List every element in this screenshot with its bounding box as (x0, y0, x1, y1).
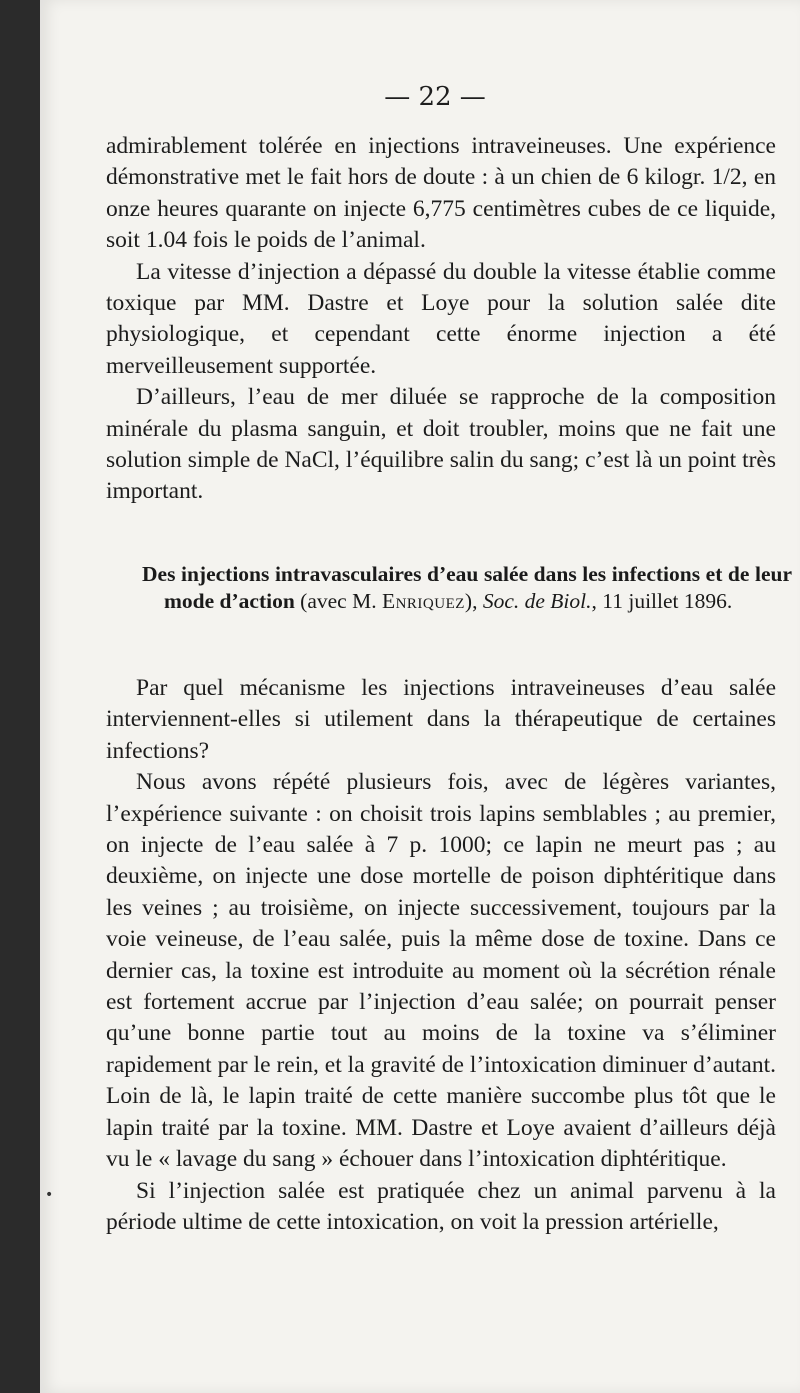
section-heading (142, 561, 792, 615)
paragraph-experiment: Nous avons répété plusieurs fois, avec de légères variantes, l’expérience suivante : on choisit trois lapins semblables ; au premier, on injecte de l’eau salée à 7 p. 1000; ce lapin ne meurt pas ; au deuxième, on injecte une dose mortelle de poison diphtéritique dans les veines ; au troisième, on injecte successivement, toujours par la voie veineuse, de l’eau salée, puis la même dose de toxine. Dans ce dernier cas, la toxine est introduite au moment où la sécrétion rénale est fortement accrue par l’injection d’eau salée; on pourrait penser qu’une bonne partie tout au moins de la toxine va s’éliminer rapidement par le rein, et la gravité de l’intoxication diminuer d’autant. Loin de là, le lapin traité de cette manière succombe plus tôt que le lapin traité par la toxine. MM. Dastre et Loye avaient d’ailleurs déjà vu le « lavage du sang » échouer dans l’intoxication diphtéritique. (106, 769, 776, 1173)
paragraph-sea-water: D’ailleurs, l’eau de mer diluée se rapproche de la composition minérale du plasma sanguin, et doit troubler, moins que ne fait une solution simple de NaCl, l’équilibre salin du sang; c’est là un point très important. (106, 384, 776, 505)
book-page (40, 0, 800, 1393)
section-paren-close: ), (464, 589, 483, 613)
section-heading-text (142, 561, 792, 615)
text-block-bottom (106, 673, 776, 1238)
paragraph-injection-speed: La vitesse d’injection a dépassé du double la vitesse établie comme toxique par MM. Dastre et Loye pour la solution salée dite physiologique, et cependant cette énorme injection a été merveilleusement supportée. (106, 258, 776, 379)
section-paren-open: (avec M. (294, 589, 382, 613)
paragraph-continuation: admirablement tolérée en injections intraveineuses. Une expérience démonstrative met le fait hors de doute : à un chien de 6 kilogr. 1/2, en onze heures quarante on injecte 6,775 centimètres cubes de ce liquide, soit 1.04 fois le poids de l’animal. (106, 133, 776, 254)
text-block-top (106, 131, 776, 508)
section-date: , 11 juillet 1896. (591, 589, 733, 613)
section-title: Des injections intravasculaires d’eau salée dans les infections et de leur mode d’action (142, 562, 792, 613)
margin-dot-mark: • (45, 1187, 54, 1203)
section-journal: Soc. de Biol. (482, 589, 592, 613)
section-coauthor: Enriquez (381, 589, 465, 613)
page-number: — 22 — (384, 82, 486, 112)
paragraph-mechanism: Par quel mécanisme les injections intraveineuses d’eau salée interviennent-elles si utilement dans la thérapeutique de certaines infections? (106, 675, 776, 764)
paragraph-final-phase: Si l’injection salée est pratiquée chez un animal parvenu à la période ultime de cette intoxication, on voit la pression artérielle, (106, 1177, 776, 1235)
